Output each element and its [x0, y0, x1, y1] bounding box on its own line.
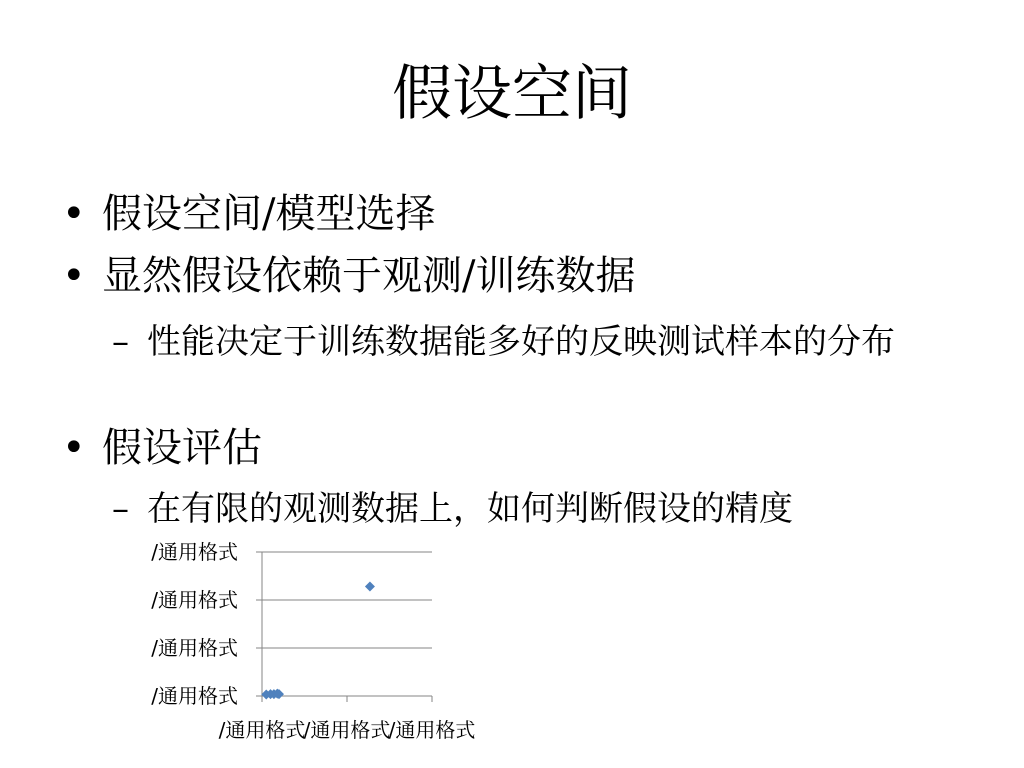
slide-title: 假设空间: [392, 59, 632, 129]
bullet-text: 假设空间/模型选择: [102, 191, 436, 237]
y-tick-label: /通用格式: [151, 588, 238, 612]
sub-bullet-text: 在有限的观测数据上，如何判断假设的精度: [147, 489, 793, 529]
bullet-dash-icon: –: [112, 322, 129, 362]
x-tick-label: /通用格式: [218, 718, 306, 742]
x-tick-label: /通用格式: [388, 718, 476, 742]
bullet-dot-icon: •: [62, 191, 86, 237]
y-tick-label: /通用格式: [151, 540, 238, 564]
bullet-dot-icon: •: [62, 253, 86, 299]
bullet-dash-icon: –: [112, 489, 129, 529]
x-tick-label: /通用格式: [303, 718, 391, 742]
bullet-text: 显然假设依赖于观测/训练数据: [102, 253, 636, 299]
y-tick-label: /通用格式: [151, 684, 238, 708]
y-tick-label: /通用格式: [151, 636, 238, 660]
data-point: [365, 582, 375, 592]
bullet-text: 假设评估: [102, 425, 262, 471]
bullet-dot-icon: •: [62, 425, 86, 471]
sub-bullet-text: 性能决定于训练数据能多好的反映测试样本的分布: [147, 322, 895, 362]
